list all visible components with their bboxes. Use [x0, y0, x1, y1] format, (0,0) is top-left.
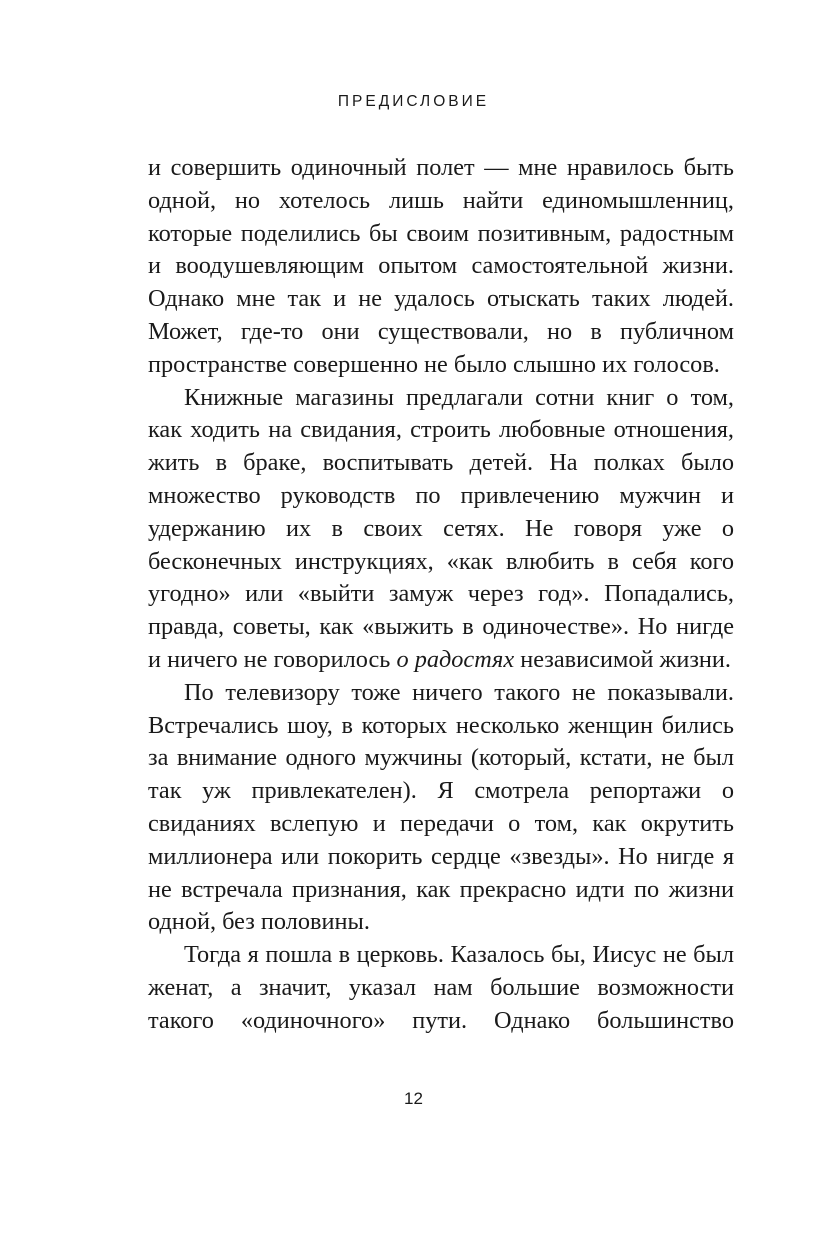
paragraph-1: и совершить одиночный полет — мне нравилось быть одной, но хотелось лишь найти единомышленниц, которые поделились бы своим позитивным, радостным и воодушевляющим опытом самостоятельной жизни. Однако мне так и не удалось отыскать таких людей. Может, где-то они существовали, но в публичном пространстве совершенно не было слышно их голосов.: [148, 154, 734, 378]
paragraph-2-italic-phrase: о радостях: [396, 645, 515, 673]
paragraph-3: По телевизору тоже ничего такого не показывали. Встречались шоу, в которых несколько женщин бились за внимание одного мужчины (который, кстати, не был так уж привлекателен). Я смотрела репортажи о свиданиях вслепую и передачи о том, как окрутить миллионера или покорить сердце «звезды». Но нигде я не встречала признания, как прекрасно идти по жизни одной, без половины.: [148, 678, 734, 936]
page-number: 12: [404, 1089, 423, 1108]
running-head: ПРЕДИСЛОВИЕ: [337, 93, 490, 110]
paragraph-2-text-before: Книжные магазины предлагали сотни книг о том, как ходить на свидания, строить любовные отношения, жить в браке, воспитывать детей. На полках было множество руководств по привлечению мужчин и удержанию их в своих сетях. Не говоря уже о бесконечных инструкциях, «как влюбить в себя кого угодно» или «выйти замуж через год». Попадались, правда, советы, как «выжить в одиночестве». Но нигде и ничего не говорилось: [148, 383, 734, 673]
body-text: [148, 152, 734, 1038]
paragraph-2: [148, 382, 734, 677]
paragraph-2-text-after: независимой жизни.: [514, 645, 732, 673]
paragraph-4: Тогда я пошла в церковь. Казалось бы, Иисус не был женат, а значит, указал нам большие возможности такого «одиночного» пути. Однако большинство: [148, 941, 734, 1034]
